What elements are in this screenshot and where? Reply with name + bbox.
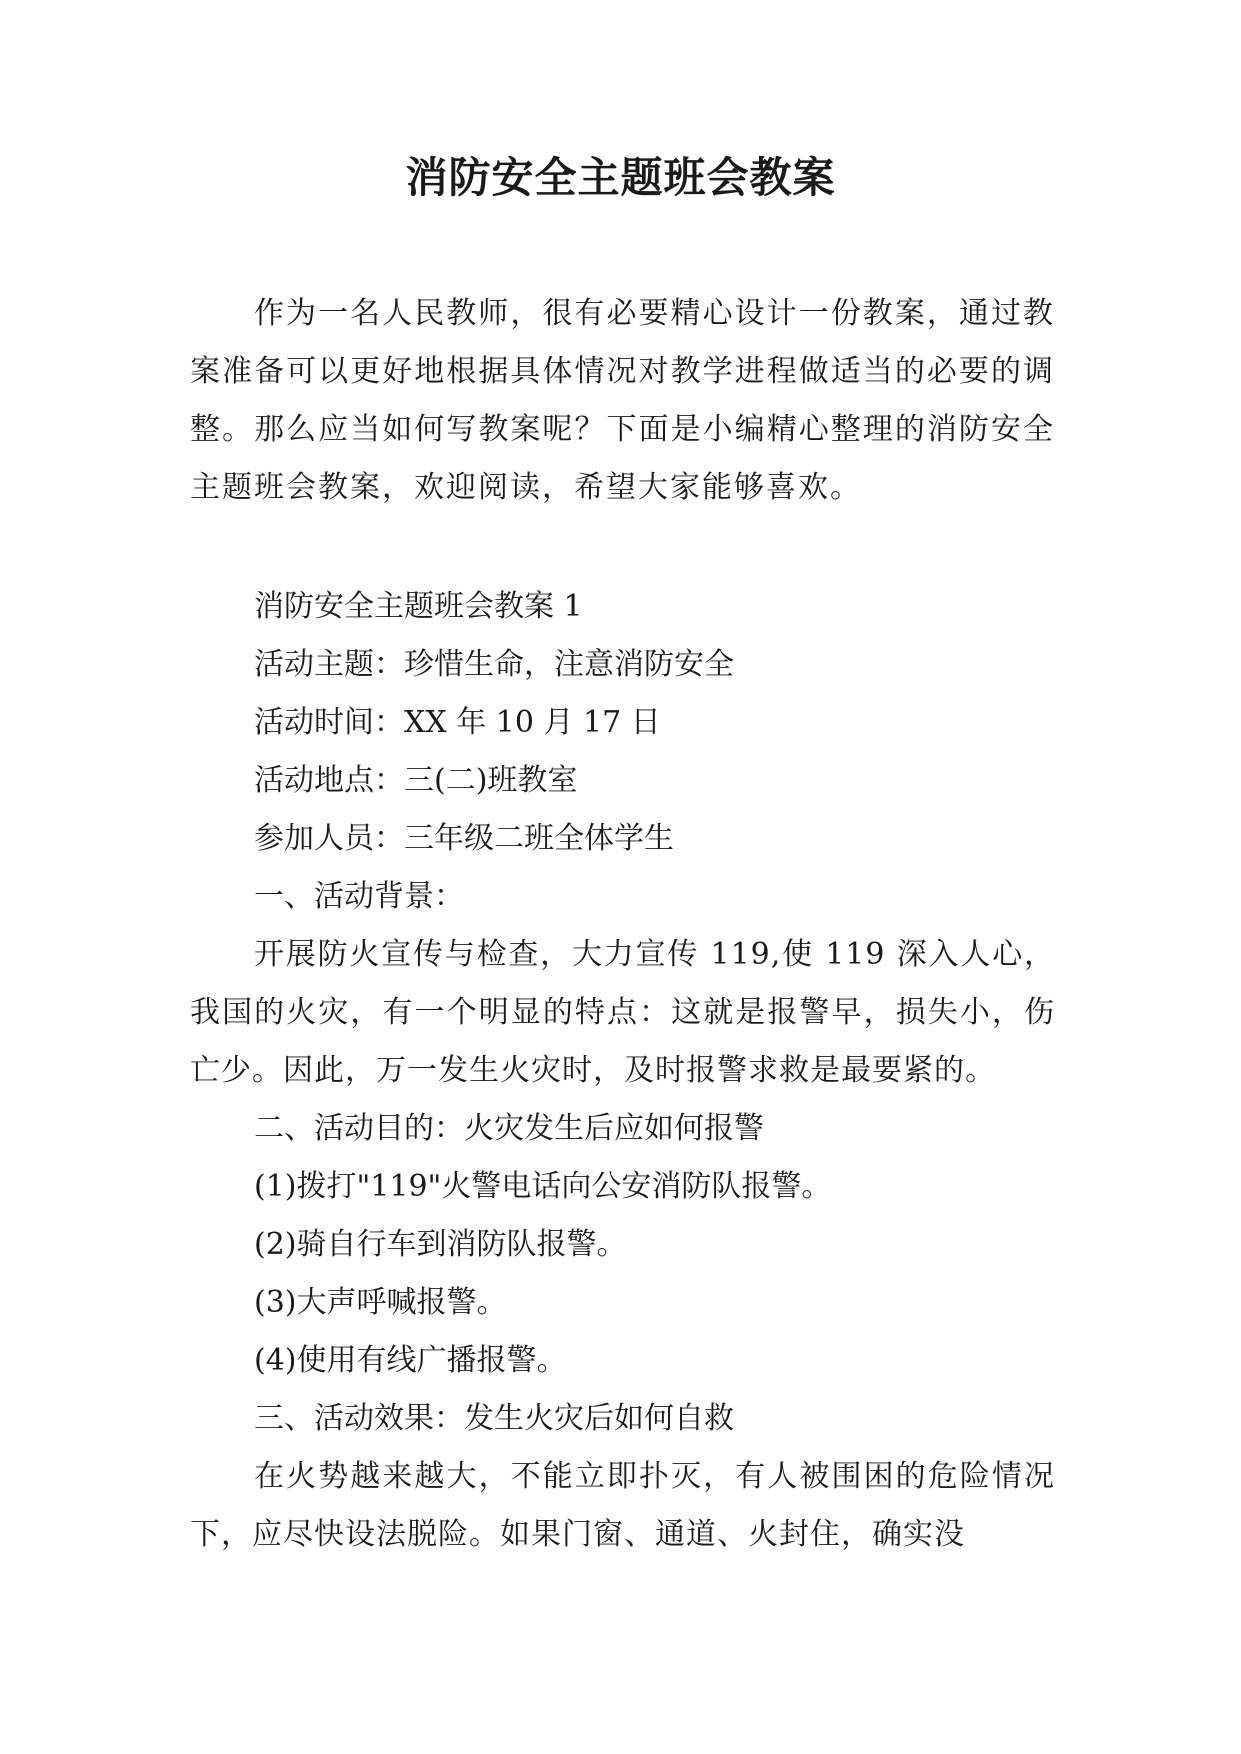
list-item: (4)使用有线广播报警。	[254, 1343, 567, 1378]
activity-place: 活动地点：三(二)班教室	[254, 763, 578, 798]
activity-participants: 参加人员：三年级二班全体学生	[254, 821, 674, 856]
activity-time: 活动时间：XX 年 10 月 17 日	[254, 705, 661, 740]
list-item: (3)大声呼喊报警。	[254, 1285, 507, 1320]
section-heading-purpose: 二、活动目的：火灾发生后应如何报警	[254, 1111, 764, 1146]
list-item: (1)拨打"119"火警电话向公安消防队报警。	[254, 1169, 832, 1204]
intro-paragraph: 作为一名人民教师，很有必要精心设计一份教案，通过教案准备可以更好地根据具体情况对教学进程做适当的必要的调整。那么应当如何写教案呢？下面是小编精心整理的消防安全主题班会教案，欢迎阅读，希望大家能够喜欢。	[190, 296, 1055, 505]
section-heading-effect: 三、活动效果：发生火灾后如何自救	[254, 1401, 734, 1436]
section-heading-background: 一、活动背景：	[254, 879, 464, 914]
document-body	[190, 578, 1055, 1564]
list-item: (2)骑自行车到消防队报警。	[254, 1227, 627, 1262]
activity-theme: 活动主题：珍惜生命，注意消防安全	[254, 647, 734, 682]
document-title: 消防安全主题班会教案	[405, 153, 836, 202]
background-paragraph: 开展防火宣传与检查，大力宣传 119,使 119 深入人心，我国的火灾，有一个明显的特点：这就是报警早，损失小，伤亡少。因此，万一发生火灾时，及时报警求救是最要紧的。	[190, 937, 1055, 1088]
self-rescue-paragraph: 在火势越来越大，不能立即扑灭，有人被围困的危险情况下，应尽快设法脱险。如果门窗、通道、火封住，确实没	[190, 1459, 1055, 1552]
plan-heading: 消防安全主题班会教案 1	[254, 589, 583, 624]
